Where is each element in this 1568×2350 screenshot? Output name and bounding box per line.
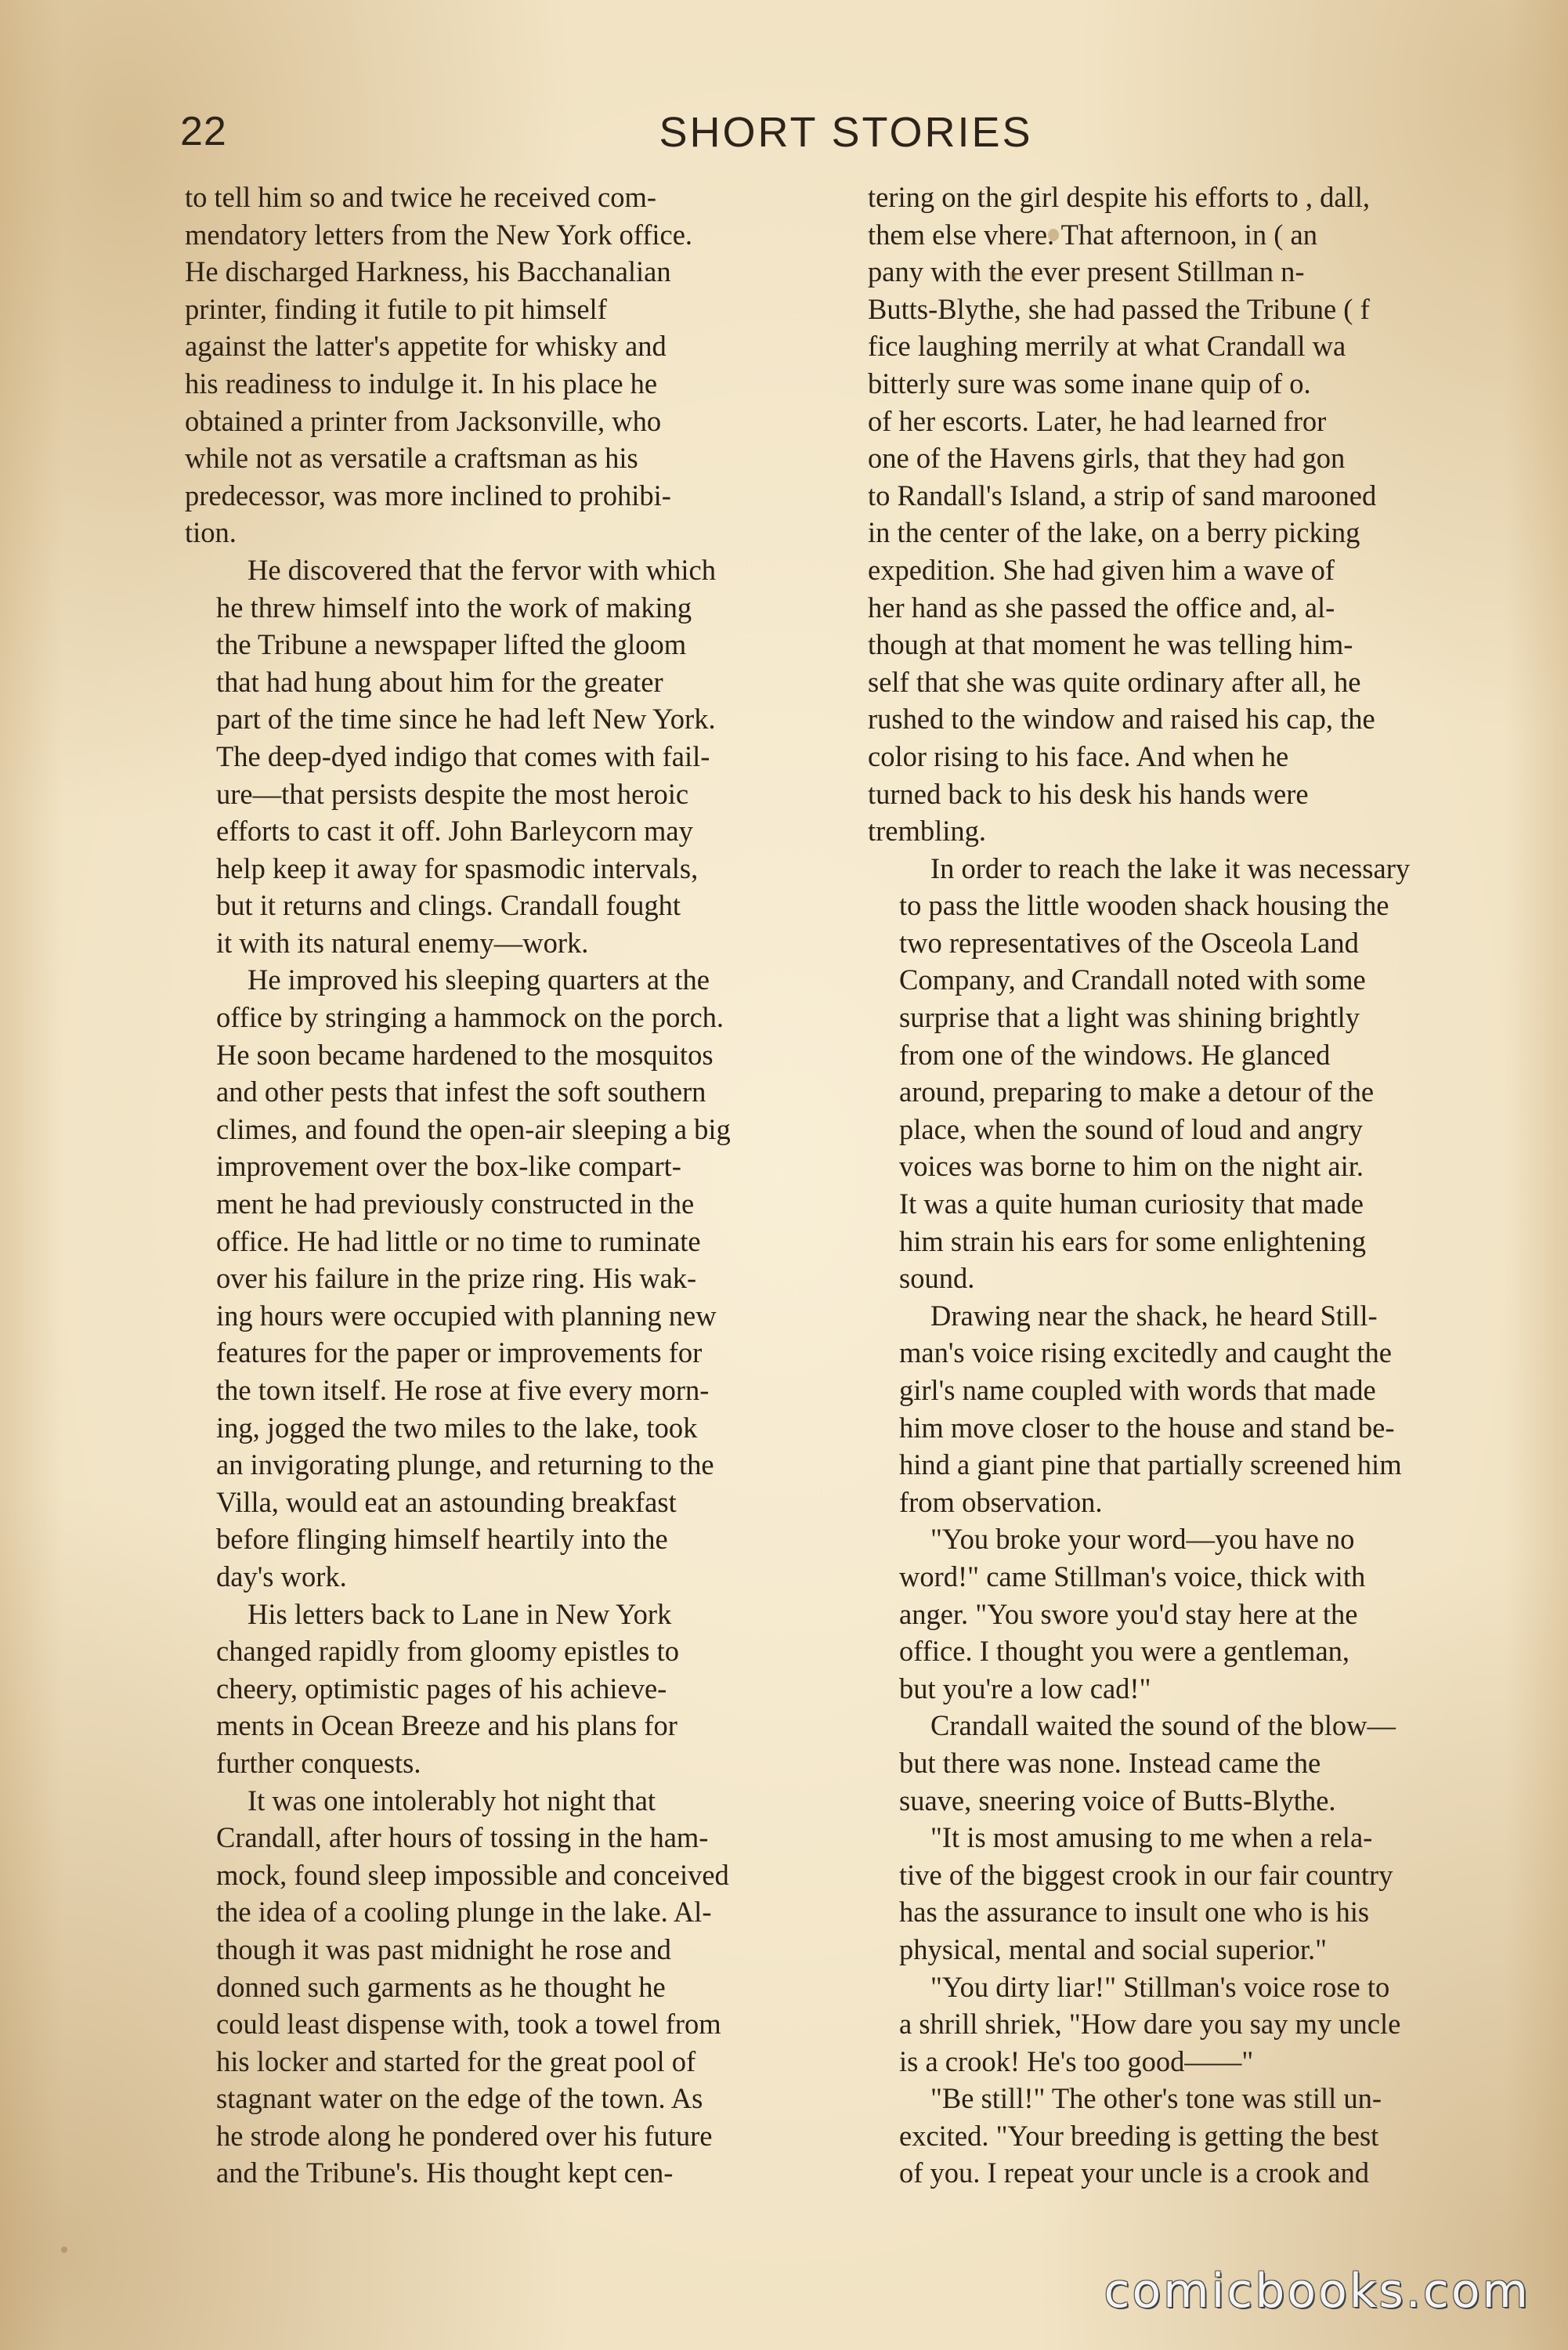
text-line: "Be still!" The other's tone was still un- — [930, 2082, 1382, 2115]
text-line: tion. — [185, 516, 237, 549]
text-line: He soon became hardened to the mosquitos — [216, 1038, 714, 1071]
text-line: them else vhere. That afternoon, in ( an — [868, 218, 1317, 251]
text-line: is a crook! He's too good——" — [899, 2044, 1254, 2077]
paper-stain — [1048, 229, 1059, 241]
paragraph — [185, 961, 827, 1595]
text-line: changed rapidly from gloomy epistles to — [216, 1635, 679, 1668]
text-line: bitterly sure was some inane quip of o. — [868, 367, 1311, 400]
text-line: while not as versatile a craftsman as his — [185, 442, 638, 475]
text-line: Drawing near the shack, he heard Still- — [930, 1299, 1378, 1332]
text-line: The deep-dyed indigo that comes with fail- — [216, 739, 710, 772]
text-line: He discharged Harkness, his Bacchanalian — [185, 255, 671, 288]
text-line: Villa, would eat an astounding breakfast — [216, 1485, 677, 1518]
running-head: SHORT STORIES — [659, 109, 1033, 156]
text-line: ment he had previously constructed in the — [216, 1188, 695, 1220]
text-line: has the assurance to insult one who is his — [899, 1896, 1370, 1929]
text-line: mock, found sleep impossible and conceived — [216, 1858, 729, 1891]
text-line: office. He had little or no time to ruminate — [216, 1224, 701, 1257]
paragraph — [185, 551, 827, 962]
text-line: features for the paper or improvements for — [216, 1336, 703, 1369]
text-line: a shrill shriek, "How dare you say my uncle — [899, 2008, 1401, 2041]
text-line: girl's name coupled with words that made — [899, 1374, 1376, 1406]
text-line: cheery, optimistic pages of his achieve- — [216, 1672, 667, 1705]
text-line: efforts to cast it off. John Barleycorn may — [216, 815, 693, 848]
text-line: an invigorating plunge, and returning to the — [216, 1448, 714, 1481]
paragraph — [868, 1707, 1510, 1819]
text-line: the idea of a cooling plunge in the lake. Al- — [216, 1896, 712, 1929]
text-line: from one of the windows. He glanced — [899, 1038, 1331, 1071]
text-line: word!" came Stillman's voice, thick with — [899, 1560, 1366, 1593]
text-line: In order to reach the lake it was necessary — [930, 851, 1411, 884]
text-line: from observation. — [899, 1485, 1103, 1518]
text-line: to tell him so and twice he received com- — [185, 181, 657, 213]
text-line: printer, finding it futile to pit himself — [185, 292, 607, 325]
paper-stain — [1009, 271, 1017, 280]
text-line: before flinging himself heartily into the — [216, 1523, 668, 1556]
text-line: "You dirty liar!" Stillman's voice rose to — [930, 1970, 1390, 2003]
text-line: could least dispense with, took a towel from — [216, 2008, 721, 2041]
text-line: place, when the sound of loud and angry — [899, 1112, 1363, 1145]
text-line: his readiness to indulge it. In his place he — [185, 367, 658, 400]
text-line: it with its natural enemy—work. — [216, 926, 589, 959]
text-line: rushed to the window and raised his cap, the — [868, 703, 1375, 736]
paper-stain — [61, 2247, 67, 2253]
text-line: office. I thought you were a gentleman, — [899, 1635, 1350, 1668]
paragraph — [868, 1520, 1510, 1707]
text-line: His letters back to Lane in New York — [247, 1597, 672, 1630]
text-line: It was one intolerably hot night that — [247, 1784, 656, 1817]
text-line: but you're a low cad!" — [899, 1672, 1151, 1705]
left-text-column — [185, 179, 827, 2192]
text-line: Company, and Crandall noted with some — [899, 964, 1366, 996]
text-line: he threw himself into the work of making — [216, 591, 692, 624]
text-line: him move closer to the house and stand be- — [899, 1411, 1395, 1444]
text-line: improvement over the box-like compart- — [216, 1150, 681, 1183]
text-line: against the latter's appetite for whisky and — [185, 330, 667, 363]
text-line: around, preparing to make a detour of the — [899, 1076, 1375, 1108]
text-line: Butts-Blythe, she had passed the Tribune ( f — [868, 292, 1370, 325]
text-line: suave, sneering voice of Butts-Blythe. — [899, 1784, 1336, 1817]
text-line: though it was past midnight he rose and — [216, 1932, 671, 1965]
text-line: the town itself. He rose at five every morn- — [216, 1374, 710, 1406]
text-line: predecessor, was more inclined to prohibi- — [185, 479, 671, 512]
text-line: though at that moment he was telling him- — [868, 628, 1353, 661]
text-line: stagnant water on the edge of the town. As — [216, 2082, 703, 2115]
text-line: office by stringing a hammock on the porch. — [216, 1001, 724, 1034]
text-line: climes, and found the open-air sleeping a big — [216, 1112, 731, 1145]
paragraph — [868, 1819, 1510, 1968]
text-line: and the Tribune's. His thought kept cen- — [216, 2157, 674, 2189]
text-line: in the center of the lake, on a berry picking — [868, 516, 1360, 549]
text-line: self that she was quite ordinary after all, he — [868, 665, 1361, 698]
text-line: his locker and started for the great pool of — [216, 2044, 696, 2077]
paragraph — [185, 179, 827, 551]
text-line: mendatory letters from the New York office. — [185, 218, 693, 251]
text-line: to Randall's Island, a strip of sand marooned — [868, 479, 1377, 512]
text-line: Crandall waited the sound of the blow— — [930, 1709, 1396, 1742]
paragraph — [185, 1782, 827, 2193]
text-line: tering on the girl despite his efforts to , dall, — [868, 181, 1370, 213]
text-line: physical, mental and social superior." — [899, 1932, 1328, 1965]
text-line: ure—that persists despite the most heroic — [216, 777, 689, 810]
text-line: anger. "You swore you'd stay here at the — [899, 1597, 1358, 1630]
text-line: "You broke your word—you have no — [930, 1523, 1355, 1556]
text-line: ments in Ocean Breeze and his plans for — [216, 1709, 677, 1742]
text-line: hind a giant pine that partially screened him — [899, 1448, 1402, 1481]
text-line: Crandall, after hours of tossing in the ham- — [216, 1821, 709, 1854]
text-line: further conquests. — [216, 1746, 421, 1779]
text-line: to pass the little wooden shack housing the — [899, 889, 1389, 922]
text-line: obtained a printer from Jacksonville, who — [185, 404, 662, 437]
text-line: that had hung about him for the greater — [216, 665, 663, 698]
text-line: two representatives of the Osceola Land — [899, 926, 1359, 959]
text-line: He discovered that the fervor with which — [247, 553, 716, 586]
text-line: her hand as she passed the office and, al- — [868, 591, 1335, 624]
text-line: and other pests that infest the soft southern — [216, 1076, 706, 1108]
text-line: expedition. She had given him a wave of — [868, 553, 1335, 586]
text-line: part of the time since he had left New York. — [216, 703, 716, 736]
text-line: over his failure in the prize ring. His wak- — [216, 1262, 697, 1295]
text-line: "It is most amusing to me when a rela- — [930, 1821, 1373, 1854]
text-line: him strain his ears for some enlightening — [899, 1224, 1367, 1257]
text-line: fice laughing merrily at what Crandall wa — [868, 330, 1346, 363]
text-line: excited. "Your breeding is getting the best — [899, 2119, 1379, 2152]
text-line: of you. I repeat your uncle is a crook and — [899, 2157, 1370, 2189]
text-line: of her escorts. Later, he had learned fror — [868, 404, 1327, 437]
text-line: the Tribune a newspaper lifted the gloom — [216, 628, 687, 661]
text-line: sound. — [899, 1262, 975, 1295]
paragraph — [185, 1596, 827, 1782]
paragraph — [868, 2080, 1510, 2192]
text-line: but there was none. Instead came the — [899, 1746, 1321, 1779]
text-line: pany with the ever present Stillman n- — [868, 255, 1305, 288]
paragraph — [868, 1969, 1510, 2081]
page-header — [180, 108, 1512, 171]
page-number: 22 — [180, 109, 227, 154]
paragraph — [868, 850, 1510, 1297]
text-line: help keep it away for spasmodic intervals, — [216, 851, 699, 884]
text-line: ing, jogged the two miles to the lake, took — [216, 1411, 698, 1444]
text-line: man's voice rising excitedly and caught the — [899, 1336, 1392, 1369]
text-line: tive of the biggest crook in our fair country — [899, 1858, 1393, 1891]
paragraph — [868, 179, 1510, 850]
text-line: he strode along he pondered over his future — [216, 2119, 713, 2152]
text-line: day's work. — [216, 1560, 347, 1593]
text-line: trembling. — [868, 815, 987, 848]
text-line: He improved his sleeping quarters at the — [247, 964, 710, 996]
text-line: turned back to his desk his hands were — [868, 777, 1309, 810]
watermark-logo: comicbooks.com — [1104, 2264, 1530, 2319]
text-line: It was a quite human curiosity that made — [899, 1188, 1364, 1220]
text-line: color rising to his face. And when he — [868, 739, 1289, 772]
paragraph — [868, 1297, 1510, 1521]
text-line: voices was borne to him on the night air. — [899, 1150, 1364, 1183]
text-line: donned such garments as he thought he — [216, 1970, 666, 2003]
text-line: ing hours were occupied with planning new — [216, 1299, 717, 1332]
text-line: but it returns and clings. Crandall fought — [216, 889, 681, 922]
text-line: surprise that a light was shining brightly — [899, 1001, 1360, 1034]
text-line: one of the Havens girls, that they had gon — [868, 442, 1346, 475]
right-text-column — [868, 179, 1510, 2192]
